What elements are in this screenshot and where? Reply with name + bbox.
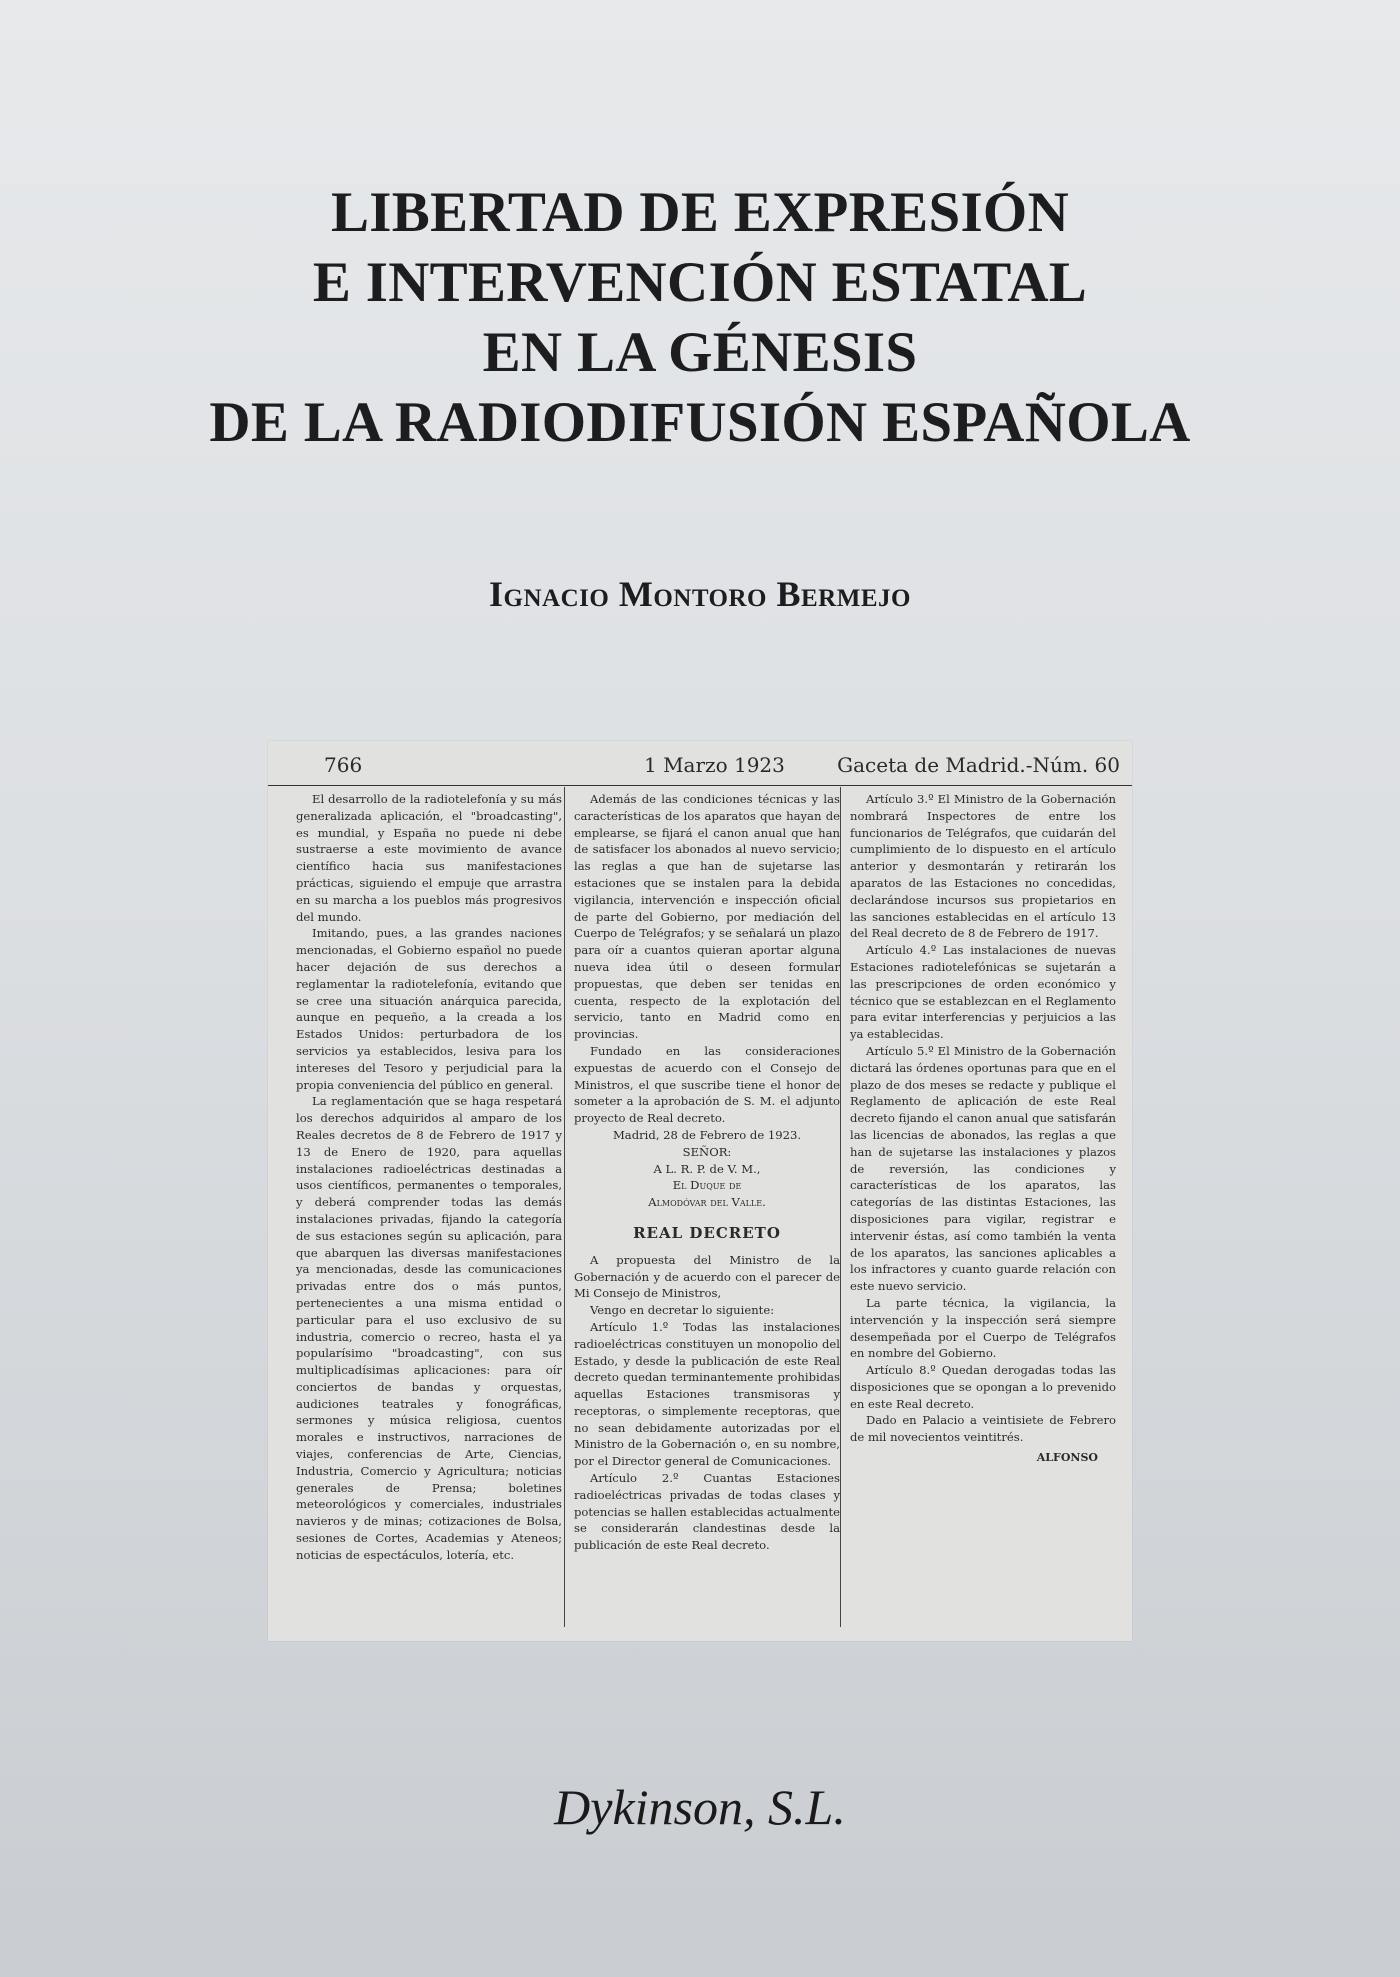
gazette-publication: Gaceta de Madrid.-Núm. 60 — [837, 753, 1120, 777]
title-line: EN LA GÉNESIS — [482, 321, 918, 384]
paragraph: Artículo 2.º Cuantas Estaciones radioeléctricas privadas de todas clases y potencias se hallen establecidas actualmente se considerarán clandestinas desde la publicación de este Real decreto. — [574, 1471, 840, 1553]
minister-title: El Duque de — [672, 1178, 742, 1193]
column-divider — [840, 787, 841, 1627]
gazette-clipping — [268, 741, 1132, 1641]
gazette-page-number: 766 — [324, 753, 363, 777]
salutation: SEÑOR: — [682, 1144, 732, 1159]
decree-heading: REAL DECRETO — [633, 1223, 781, 1242]
paragraph: Artículo 8.º Quedan derogadas todas las disposiciones que se opongan a lo prevenido en este Real decreto. — [850, 1363, 1116, 1411]
paragraph: Además de las condiciones técnicas y las características de los aparatos que hayan de emplearse, se fijará el canon anual que han de satisfacer los abonados al nuevo servicio; las reglas a que han de sujetarse las estaciones que se instalen para la debida vigilancia, intervención e inspección oficial de parte del Gobierno, por mediación del Cuerpo de Telégrafos; y se señalará un plazo para oír a cuantos quieran aportar alguna nueva idea útil o deseen formular propuestas, que deben ser tenidas en cuenta, respecto de la explotación del servicio, tanto en Madrid como en provincias. — [574, 792, 840, 1042]
paragraph: Fundado en las consideraciones expuestas de acuerdo con el Consejo de Ministros, el que suscribe tiene el honor de someter a la aprobación de S. M. el adjunto proyecto de Real decreto. — [574, 1043, 840, 1126]
paragraph: A propuesta del Ministro de la Gobernación y de acuerdo con el parecer de Mi Consejo de Ministros, — [574, 1252, 840, 1301]
paragraph: Artículo 3.º El Ministro de la Gobernación nombrará Inspectores de entre los funcionarios de Telégrafos, que cuidarán del cumplimiento de lo dispuesto en el artículo anterior y desmontarán y retirarán los aparatos de las Estaciones no concedidas, declarándose incursos sus propietarios en las sanciones establecidas en el artículo 13 del Real decreto de 8 de Febrero de 1917. — [850, 792, 1116, 941]
paragraph: Artículo 4.º Las instalaciones de nuevas Estaciones radiotelefónicas se sujetarán a las prescripciones de orden económico y técnico que se establezcan en el Reglamento para evitar interferencias y perjuicios a las ya establecidas. — [850, 943, 1116, 1042]
title-line: LIBERTAD DE EXPRESIÓN — [330, 181, 1070, 244]
gazette-column-2 — [574, 791, 840, 1554]
paragraph: La parte técnica, la vigilancia, la intervención y la inspección será siempre desempeñada por el Cuerpo de Telégrafos en nombre del Gobierno. — [850, 1295, 1116, 1361]
gazette-header — [268, 741, 1132, 786]
gazette-column-1 — [296, 791, 562, 1564]
paragraph: Imitando, pues, a las grandes naciones mencionadas, el Gobierno español no puede hacer dejación de sus derechos a reglamentar la radiotelefonía, evitando que se cree una situación anárquica parecida, aunque en pequeño, a la creada a los Estados Unidos: perturbadora de los servicios ya establecidos, lesiva para los intereses del Tesoro y perjudicial para la propia conveniencia del público en general. — [296, 926, 562, 1092]
title-line: E INTERVENCIÓN ESTATAL — [312, 251, 1088, 314]
column-divider — [564, 787, 565, 1627]
royal-signature: ALFONSO — [1036, 1451, 1098, 1465]
paragraph: La reglamentación que se haga respetará los derechos adquiridos al amparo de los Reales decretos de 8 de Febrero de 1917 y 13 de Enero de 1920, para aquellas instalaciones radioeléctricas destinadas a usos científicos, permanentes o temporales, y deberá comprender todas las demás instalaciones privadas, fijando la categoría de sus estaciones según su aplicación, para que abarquen las diversas manifestaciones ya mencionadas, desde las comunicaciones privadas entre dos o más puntos, pertenecientes a una misma entidad o particular para el uso exclusivo de su industria, comercio o recreo, hasta el ya popularísimo "broadcasting", con sus multiplicadísimas aplicaciones: para oír conciertos de bandas y orquestas, audiciones teatrales y fonográficas, sermones y música religiosa, cuentos morales e instructivos, narraciones de viajes, conferencias de Arte, Ciencias, Industria, Comercio y Agricultura; noticias generales de Prensa; boletines meteorológicos y comerciales, industriales navieros y de minas; cotizaciones de Bolsa, sesiones de Cortes, Academias y Ateneos; noticias de espectáculos, lotería, etc. — [296, 1094, 562, 1562]
paragraph: Artículo 1.º Todas las instalaciones radioeléctricas constituyen un monopolio del Estado, y desde la publicación de este Real decreto quedan terminantemente prohibidas aquellas Estaciones transmisoras y receptoras, o simplemente receptoras, que no sean debidamente autorizadas por el Ministro de la Gobernación o, en su nombre, por el Director general de Comunicaciones. — [574, 1319, 840, 1469]
book-title — [0, 178, 1400, 458]
date-line: Madrid, 28 de Febrero de 1923. — [612, 1127, 802, 1142]
title-line: DE LA RADIODIFUSIÓN ESPAÑOLA — [209, 391, 1191, 454]
gazette-date: 1 Marzo 1923 — [644, 753, 785, 777]
gazette-column-3 — [850, 791, 1116, 1467]
publisher-logo — [0, 1778, 1400, 1836]
paragraph: Artículo 5.º El Ministro de la Gobernación dictará las órdenes oportunas para que en el plazo de dos meses se redacte y publique el Reglamento de aplicación de este Real decreto fijando el canon anual que satisfarán las licencias de abonados, las reglas a que han de sujetarse las instalaciones y plazos de reversión, las condiciones y características de los aparatos, las categorías de las distintas Estaciones, las disposiciones para vigilar, registrar e intervenir éstas, así como también la venta de los aparatos, las sanciones aplicables a los infractores y cuanto guarde relación con este nuevo servicio. — [850, 1043, 1116, 1294]
publisher-name: Dykinson, S.L. — [554, 1779, 846, 1835]
paragraph: El desarrollo de la radiotelefonía y su más generalizada aplicación, el "broadcasting", es mundial, y España no puede ni debe sustraerse a este movimiento de avance científico hacia sus manifestaciones prácticas, siguiendo el empuje que arrastra en su marcha a los pueblos más progresivos del mundo. — [296, 792, 562, 924]
author-name: Ignacio Montoro Bermejo — [489, 574, 911, 614]
paragraph: Dado en Palacio a veintisiete de Febrero de mil novecientos veintitrés. — [850, 1413, 1116, 1445]
paragraph: Vengo en decretar lo siguiente: — [590, 1303, 775, 1318]
salutation-line: A L. R. P. de V. M., — [653, 1161, 761, 1176]
minister-name: Almodóvar del Valle. — [648, 1195, 766, 1210]
